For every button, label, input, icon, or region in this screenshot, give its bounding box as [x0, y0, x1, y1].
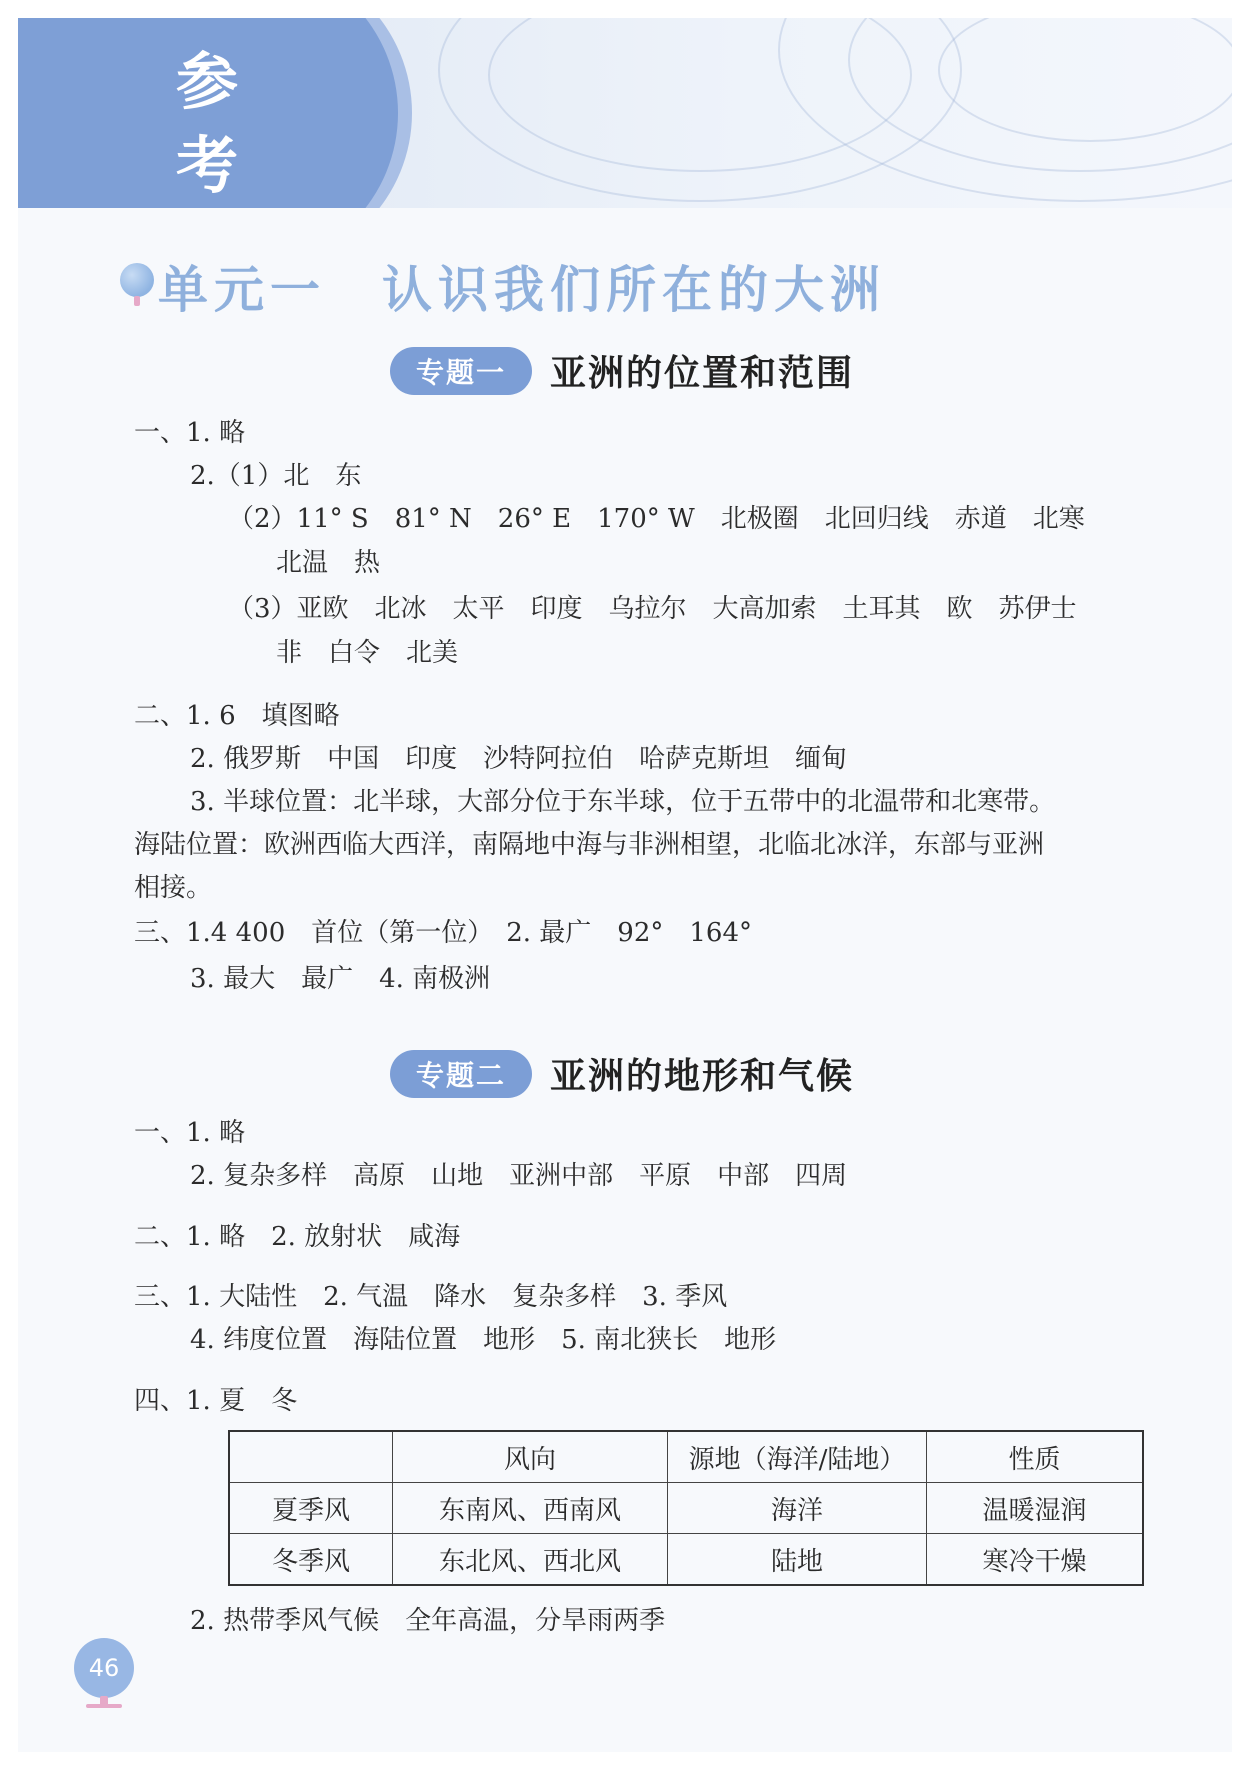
topic-heading-2 [390, 1048, 854, 1099]
answer-line: 海陆位置：欧洲西临大西洋，南隔地中海与非洲相望，北临北冰洋，东部与亚洲 [134, 830, 1045, 860]
table-row [229, 1534, 1143, 1586]
bulb-icon [120, 263, 154, 297]
answer-line: （2）11° S 81° N 26° E 170° W 北极圈 北回归线 赤道 北寒 [228, 504, 1085, 534]
page-number: 46 [74, 1638, 134, 1698]
answer-line: 北温 热 [276, 548, 381, 578]
answer-line: 三、1. 大陆性 2. 气温 降水 复杂多样 3. 季风 [134, 1282, 728, 1312]
answer-line: 一、1. 略 [134, 1118, 246, 1148]
table-row [229, 1483, 1143, 1534]
page-badge-base [86, 1704, 122, 1708]
topic-label: 专题一 [390, 347, 532, 395]
answer-line: 二、1. 略 2. 放射状 咸海 [134, 1222, 461, 1252]
table-header-row [229, 1431, 1143, 1483]
answer-line: （3）亚欧 北冰 太平 印度 乌拉尔 大高加索 土耳其 欧 苏伊士 [228, 594, 1077, 624]
table-header: 性质 [927, 1431, 1144, 1483]
answer-line: 四、1. 夏 冬 [134, 1386, 298, 1416]
topic-label: 专题二 [390, 1050, 532, 1098]
table-cell: 东北风、西北风 [393, 1534, 668, 1586]
answer-line: 2. 复杂多样 高原 山地 亚洲中部 平原 中部 四周 [190, 1161, 848, 1191]
monsoon-table [228, 1430, 1144, 1586]
answer-line: 4. 纬度位置 海陆位置 地形 5. 南北狭长 地形 [190, 1325, 777, 1355]
table-header: 源地（海洋/陆地） [668, 1431, 927, 1483]
reference-answers-title: 参考 [176, 45, 257, 202]
topic-heading-1 [390, 345, 854, 396]
table-header [229, 1431, 393, 1483]
answer-line: 2.（1）北 东 [190, 461, 362, 491]
table-cell: 海洋 [668, 1483, 927, 1534]
answer-line: 3. 最大 最广 4. 南极洲 [190, 964, 491, 994]
table-cell: 陆地 [668, 1534, 927, 1586]
topic-title: 亚洲的位置和范围 [550, 353, 855, 394]
answer-line: 相接。 [134, 873, 213, 903]
table-cell: 东南风、西南风 [393, 1483, 668, 1534]
answer-line: 2. 俄罗斯 中国 印度 沙特阿拉伯 哈萨克斯坦 缅甸 [190, 744, 848, 774]
answer-line: 一、1. 略 [134, 418, 246, 448]
answer-line: 3. 半球位置：北半球，大部分位于东半球，位于五带中的北温带和北寒带。 [190, 787, 1056, 817]
answer-line: 非 白令 北美 [276, 638, 459, 668]
topic-title: 亚洲的地形和气候 [550, 1056, 855, 1097]
unit-title: 单元一 认识我们所在的大洲 [158, 260, 886, 319]
table-cell: 温暖湿润 [927, 1483, 1144, 1534]
answer-line: 2. 热带季风气候 全年高温，分旱雨两季 [190, 1606, 666, 1636]
table-header: 风向 [393, 1431, 668, 1483]
table-cell: 寒冷干燥 [927, 1534, 1144, 1586]
answer-line: 二、1. 6 填图略 [134, 701, 340, 731]
bulb-stem [134, 296, 140, 306]
table-cell: 夏季风 [229, 1483, 393, 1534]
table-cell: 冬季风 [229, 1534, 393, 1586]
answer-line: 三、1.4 400 首位（第一位） 2. 最广 92° 164° [134, 918, 753, 948]
header-banner [18, 18, 1232, 208]
